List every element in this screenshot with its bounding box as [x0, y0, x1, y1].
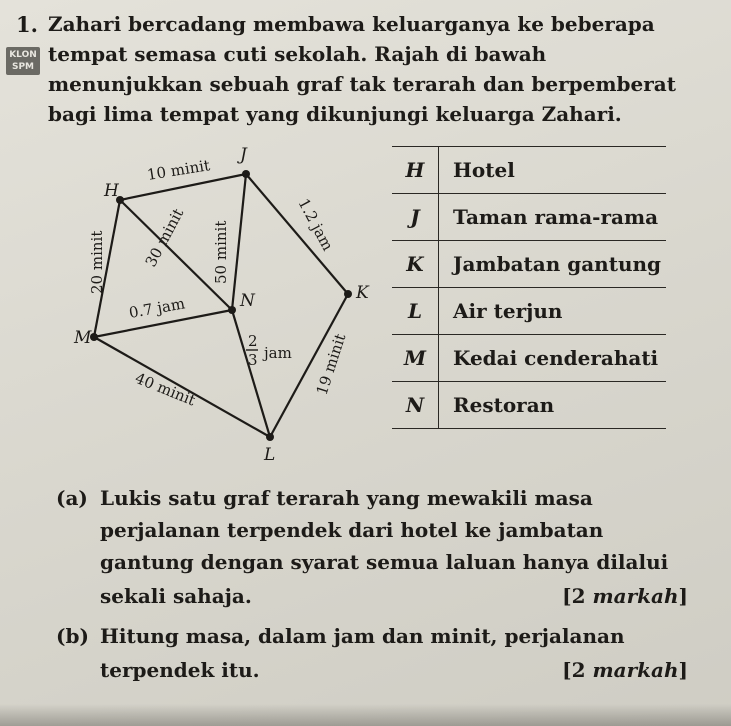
legend-value: Jambatan gantung [439, 241, 667, 288]
legend-key: N [392, 382, 439, 429]
legend-value: Restoran [439, 382, 667, 429]
part-a-line-2: perjalanan terpendek dari hotel ke jambatan [100, 518, 604, 542]
intro-line-3: menunjukkan sebuah graf tak terarah dan berpemberat [48, 72, 676, 96]
node-label-M: M [74, 328, 92, 348]
node-K [344, 290, 352, 298]
edge-label-J-K: 1.2 jam [294, 195, 337, 254]
part-b-line-2: terpendek itu. [100, 658, 260, 682]
part-b-line-1: Hitung masa, dalam jam dan minit, perjalanan [100, 624, 625, 648]
edge-labels [88, 156, 349, 409]
legend-table [392, 146, 666, 429]
badge-line-1: KLON [9, 50, 37, 60]
marks-prefix: [2 [562, 584, 593, 608]
part-a-line-1: Lukis satu graf terarah yang mewakili masa [100, 486, 593, 510]
legend-row [392, 194, 666, 241]
legend-key: J [392, 194, 439, 241]
part-a-line-3: gantung dengan syarat semua laluan hanya dilalui [100, 550, 669, 574]
node-N [228, 306, 236, 314]
edge-label-N-L-den: 3 [248, 351, 258, 369]
edge-label-H-J: 10 minit [145, 156, 212, 184]
weighted-graph [60, 140, 380, 460]
marks-suffix: ] [678, 658, 688, 682]
marks-suffix: ] [678, 584, 688, 608]
edge-label-H-N: 30 minit [141, 205, 188, 270]
legend-key: M [392, 335, 439, 382]
legend-key: L [392, 288, 439, 335]
node-L [266, 433, 274, 441]
part-a-line-4: sekali sahaja. [100, 584, 252, 608]
node-label-H: H [104, 181, 119, 201]
intro-line-2: tempat semasa cuti sekolah. Rajah di bawah [48, 42, 547, 66]
badge-line-2: SPM [11, 62, 35, 72]
legend-key: H [392, 147, 439, 194]
edge-label-H-M: 20 minit [88, 230, 106, 294]
klon-spm-badge [6, 47, 40, 75]
edge-label-J-N: 50 minit [212, 220, 230, 284]
intro-line-4: bagi lima tempat yang dikunjungi keluarga Zahari. [48, 102, 622, 126]
legend-row [392, 288, 666, 335]
node-label-K: K [356, 283, 369, 303]
legend-row [392, 382, 666, 429]
part-b-label: (b) [56, 624, 89, 648]
edge-J-N [232, 174, 246, 310]
question-number: 1. [16, 12, 38, 37]
marks-prefix: [2 [562, 658, 593, 682]
legend-value: Air terjun [439, 288, 667, 335]
legend-row [392, 147, 666, 194]
legend-row [392, 335, 666, 382]
legend-value: Kedai cenderahati [439, 335, 667, 382]
edge-label-N-L-unit: jam [264, 344, 292, 362]
edge-J-K [246, 174, 348, 294]
intro-line-1: Zahari bercadang membawa keluarganya ke beberapa [48, 12, 655, 36]
node-label-J: J [240, 145, 247, 165]
part-b-marks [562, 658, 688, 682]
part-a-label: (a) [56, 486, 88, 510]
legend-key: K [392, 241, 439, 288]
edge-label-M-L: 40 minit [132, 369, 199, 410]
page-edge-shadow [0, 704, 731, 726]
legend-value: Taman rama-rama [439, 194, 667, 241]
node-J [242, 170, 250, 178]
marks-word: markah [592, 658, 679, 682]
node-labels [73, 145, 370, 460]
marks-word: markah [592, 584, 679, 608]
edge-label-K-L: 19 minit [312, 331, 350, 398]
edge-label-N-L-num: 2 [248, 332, 258, 350]
node-label-N: N [240, 291, 255, 311]
node-label-L: L [264, 445, 276, 460]
legend-row [392, 241, 666, 288]
legend-value: Hotel [439, 147, 667, 194]
part-a-marks [562, 584, 688, 608]
edge-label-M-N: 0.7 jam [127, 294, 187, 322]
